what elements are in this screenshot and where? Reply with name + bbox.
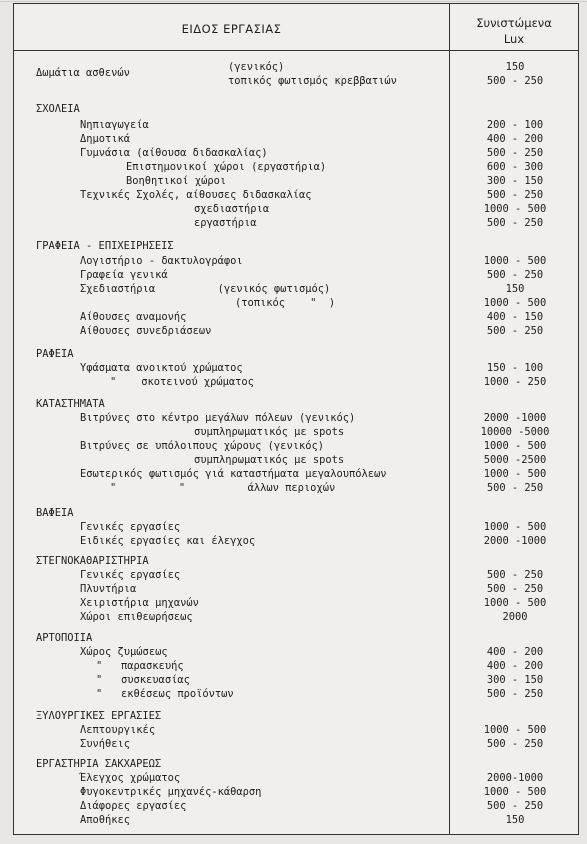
row-lux-value: 2000: [502, 611, 528, 623]
row-lux-value: 1000 - 500: [483, 597, 547, 609]
table-row: [14, 160, 578, 174]
table-row: [14, 254, 578, 268]
table-row: [14, 687, 578, 701]
table-row: [14, 582, 578, 596]
row-lux-value: 1000 - 500: [483, 297, 547, 309]
table-row: [14, 596, 578, 610]
row-lux-value: 400 - 200: [486, 646, 544, 658]
table-row: [14, 737, 578, 751]
row-label: εργαστήρια: [194, 217, 257, 229]
table-row: [14, 659, 578, 673]
row-lux-value: 500 - 250: [486, 482, 544, 494]
row-label: " " άλλων περιοχών: [110, 482, 336, 494]
header-work-type: ΕΙΔΟΣ ΕΡΓΑΣΙΑΣ: [181, 22, 282, 36]
row-label: Εσωτερικός φωτισμός γιά καταστήματα μεγαλουπόλεων: [80, 468, 387, 480]
row-label: Νηπιαγωγεία: [80, 119, 149, 131]
row-lux-value: 10000 -5000: [480, 426, 550, 438]
row-lux-value: 1000 - 500: [483, 468, 547, 480]
row-label: " εκθέσεως προϊόντων: [96, 688, 234, 700]
table-row: [14, 673, 578, 687]
row-label: τοπικός φωτισμός κρεββατιών: [228, 75, 397, 87]
row-label: Ειδικές εργασίες και έλεγχος: [80, 535, 256, 547]
row-lux-value: 500 - 250: [486, 217, 544, 229]
row-label: Δημοτικά: [80, 133, 131, 145]
table-row: [14, 132, 578, 146]
row-label: Υφάσματα ανοικτού χρώματος: [80, 362, 243, 374]
row-lux-value: 1000 - 500: [483, 203, 547, 215]
row-label: Χώρος ζυμώσεως: [80, 646, 168, 658]
table-row: [14, 375, 578, 389]
row-label: " παρασκευής: [96, 660, 184, 672]
row-lux-value: 2000-1000: [486, 772, 544, 784]
table-row: [14, 813, 578, 827]
row-label: Γενικές εργασίες: [80, 521, 181, 533]
row-label: συμπληρωματικός με spots: [194, 426, 345, 438]
row-lux-value: 400 - 200: [486, 660, 544, 672]
row-lux-value: 500 - 250: [486, 688, 544, 700]
row-lux-value: 1000 - 500: [483, 786, 547, 798]
row-lux-value: 500 - 250: [486, 583, 544, 595]
section-heading: [14, 397, 578, 411]
table-row: [14, 310, 578, 324]
row-label: Επιστημονικοί χώροι (εργαστήρια): [126, 161, 327, 173]
table-row: [14, 425, 578, 439]
row-label: Αποθήκες: [80, 814, 131, 826]
row-lux-value: 500 - 250: [486, 189, 544, 201]
section-heading: [14, 757, 578, 771]
table-row: [14, 645, 578, 659]
row-label: Λογιστήριο - δακτυλογράφοι: [80, 255, 243, 267]
row-lux-value: 1000 - 500: [483, 440, 547, 452]
row-label: " σκοτεινού χρώματος: [110, 376, 254, 388]
row-lux-value: 200 - 100: [486, 119, 544, 131]
table-row: [14, 216, 578, 230]
row-label: Συνήθεις: [80, 738, 131, 750]
row-label: " συσκευασίας: [96, 674, 190, 686]
row-lux-value: 150: [505, 814, 525, 826]
row-lux-value: 500 - 250: [486, 325, 544, 337]
table-row: [14, 568, 578, 582]
table-row: [14, 453, 578, 467]
section-heading: [14, 239, 578, 253]
table-row: [14, 296, 578, 310]
row-label: συμπληρωματικός με spots: [194, 454, 345, 466]
section-title: ΑΡΤΟΠΟΙΙΑ: [36, 632, 93, 644]
row-label: Λεπτουργικές: [80, 724, 156, 736]
lux-table: [13, 3, 579, 835]
row-lux-value: 500 - 250: [486, 269, 544, 281]
row-lux-value: 1000 - 500: [483, 255, 547, 267]
section-heading: [14, 347, 578, 361]
row-label: Βιτρύνες στο κέντρο μεγάλων πόλεων (γενικός): [80, 412, 356, 424]
section-title: ΞΥΛΟΥΡΓΙΚΕΣ ΕΡΓΑΣΙΕΣ: [36, 710, 162, 722]
row-label: Βοηθητικοί χώροι: [126, 175, 227, 187]
header-lux-line1: Συνιστώμενα: [476, 16, 552, 30]
table-row: [14, 146, 578, 160]
table-row: [14, 534, 578, 548]
row-label: Βιτρύνες σε υπόλοιπους χώρους (γενικός): [80, 440, 324, 452]
table-row: [14, 282, 578, 296]
table-row: [14, 610, 578, 624]
row-lux-value: 500 - 250: [486, 75, 544, 87]
section-title: ΣΧΟΛΕΙΑ: [36, 103, 80, 115]
row-label: Διάφορες εργασίες: [80, 800, 187, 812]
table-row: [14, 188, 578, 202]
table-row: [14, 799, 578, 813]
row-lux-value: 400 - 200: [486, 133, 544, 145]
row-lux-value: 150 - 100: [486, 362, 544, 374]
table-row: [14, 118, 578, 132]
table-row: [14, 467, 578, 481]
table-row: [14, 771, 578, 785]
table-row: [14, 439, 578, 453]
row-label: Τεχνικές Σχολές, αίθουσες διδασκαλίας: [80, 189, 312, 201]
section-heading: [14, 102, 578, 116]
table-row: [14, 785, 578, 799]
row-label: Δωμάτια ασθενών: [36, 67, 130, 79]
row-label: Γενικές εργασίες: [80, 569, 181, 581]
row-lux-value: 500 - 250: [486, 569, 544, 581]
header-divider: [14, 50, 578, 51]
table-row: [14, 74, 578, 88]
section-title: ΒΑΦΕΙΑ: [36, 507, 74, 519]
row-lux-value: 2000 -1000: [483, 412, 547, 424]
table-row: [14, 202, 578, 216]
row-label: σχεδιαστήρια: [194, 203, 270, 215]
table-row: [14, 268, 578, 282]
table-row: [14, 723, 578, 737]
section-title: ΓΡΑΦΕΙΑ - ΕΠΙΧΕΙΡΗΣΕΙΣ: [36, 240, 174, 252]
row-lux-value: 400 - 150: [486, 311, 544, 323]
section-title: ΡΑΦΕΙΑ: [36, 348, 74, 360]
section-heading: [14, 709, 578, 723]
row-label: Αίθουσες αναμονής: [80, 311, 187, 323]
row-lux-value: 300 - 150: [486, 175, 544, 187]
row-label: Χειριστήρια μηχανών: [80, 597, 199, 609]
row-label: Γραφεία γενικά: [80, 269, 168, 281]
table-row: [14, 481, 578, 495]
row-label: Φυγοκεντρικές μηχανές-κάθαρση: [80, 786, 262, 798]
section-heading: [14, 631, 578, 645]
row-lux-value: 500 - 250: [486, 147, 544, 159]
row-label: Γυμνάσια (αίθουσα διδασκαλίας): [80, 147, 268, 159]
row-lux-value: 1000 - 500: [483, 724, 547, 736]
row-label: Πλυντήρια: [80, 583, 137, 595]
row-lux-value: 500 - 250: [486, 738, 544, 750]
row-label: (γενικός): [228, 61, 285, 73]
table-row: [14, 324, 578, 338]
row-label: (τοπικός " ): [235, 297, 336, 309]
section-title: ΣΤΕΓΝΟΚΑΘΑΡΙΣΤΗΡΙΑ: [36, 555, 149, 567]
section-title: ΚΑΤΑΣΤΗΜΑΤΑ: [36, 398, 105, 410]
header-lux: [450, 15, 578, 47]
row-lux-value: 5000 -2500: [483, 454, 547, 466]
row-label: Χώροι επιθεωρήσεως: [80, 611, 193, 623]
header-lux-line2: Lux: [503, 32, 525, 46]
table-row: [14, 411, 578, 425]
row-label: Αίθουσες συνεδριάσεων: [80, 325, 212, 337]
row-lux-value: 150: [505, 283, 525, 295]
section-title: ΕΡΓΑΣΤΗΡΙΑ ΣΑΚΧΑΡΕΩΣ: [36, 758, 162, 770]
row-lux-value: 600 - 300: [486, 161, 544, 173]
row-label: Σχεδιαστήρια (γενικός φωτισμός): [80, 283, 331, 295]
section-heading: [14, 554, 578, 568]
row-lux-value: 2000 -1000: [483, 535, 547, 547]
section-heading: [14, 506, 578, 520]
row-lux-value: 500 - 250: [486, 800, 544, 812]
row-lux-value: 300 - 150: [486, 674, 544, 686]
table-row: [14, 174, 578, 188]
table-row: [14, 520, 578, 534]
row-lux-value: 150: [505, 61, 525, 73]
row-label: Έλεγχος χρώματος: [80, 772, 181, 784]
table-row: [14, 361, 578, 375]
row-lux-value: 1000 - 500: [483, 521, 547, 533]
row-lux-value: 1000 - 250: [483, 376, 547, 388]
